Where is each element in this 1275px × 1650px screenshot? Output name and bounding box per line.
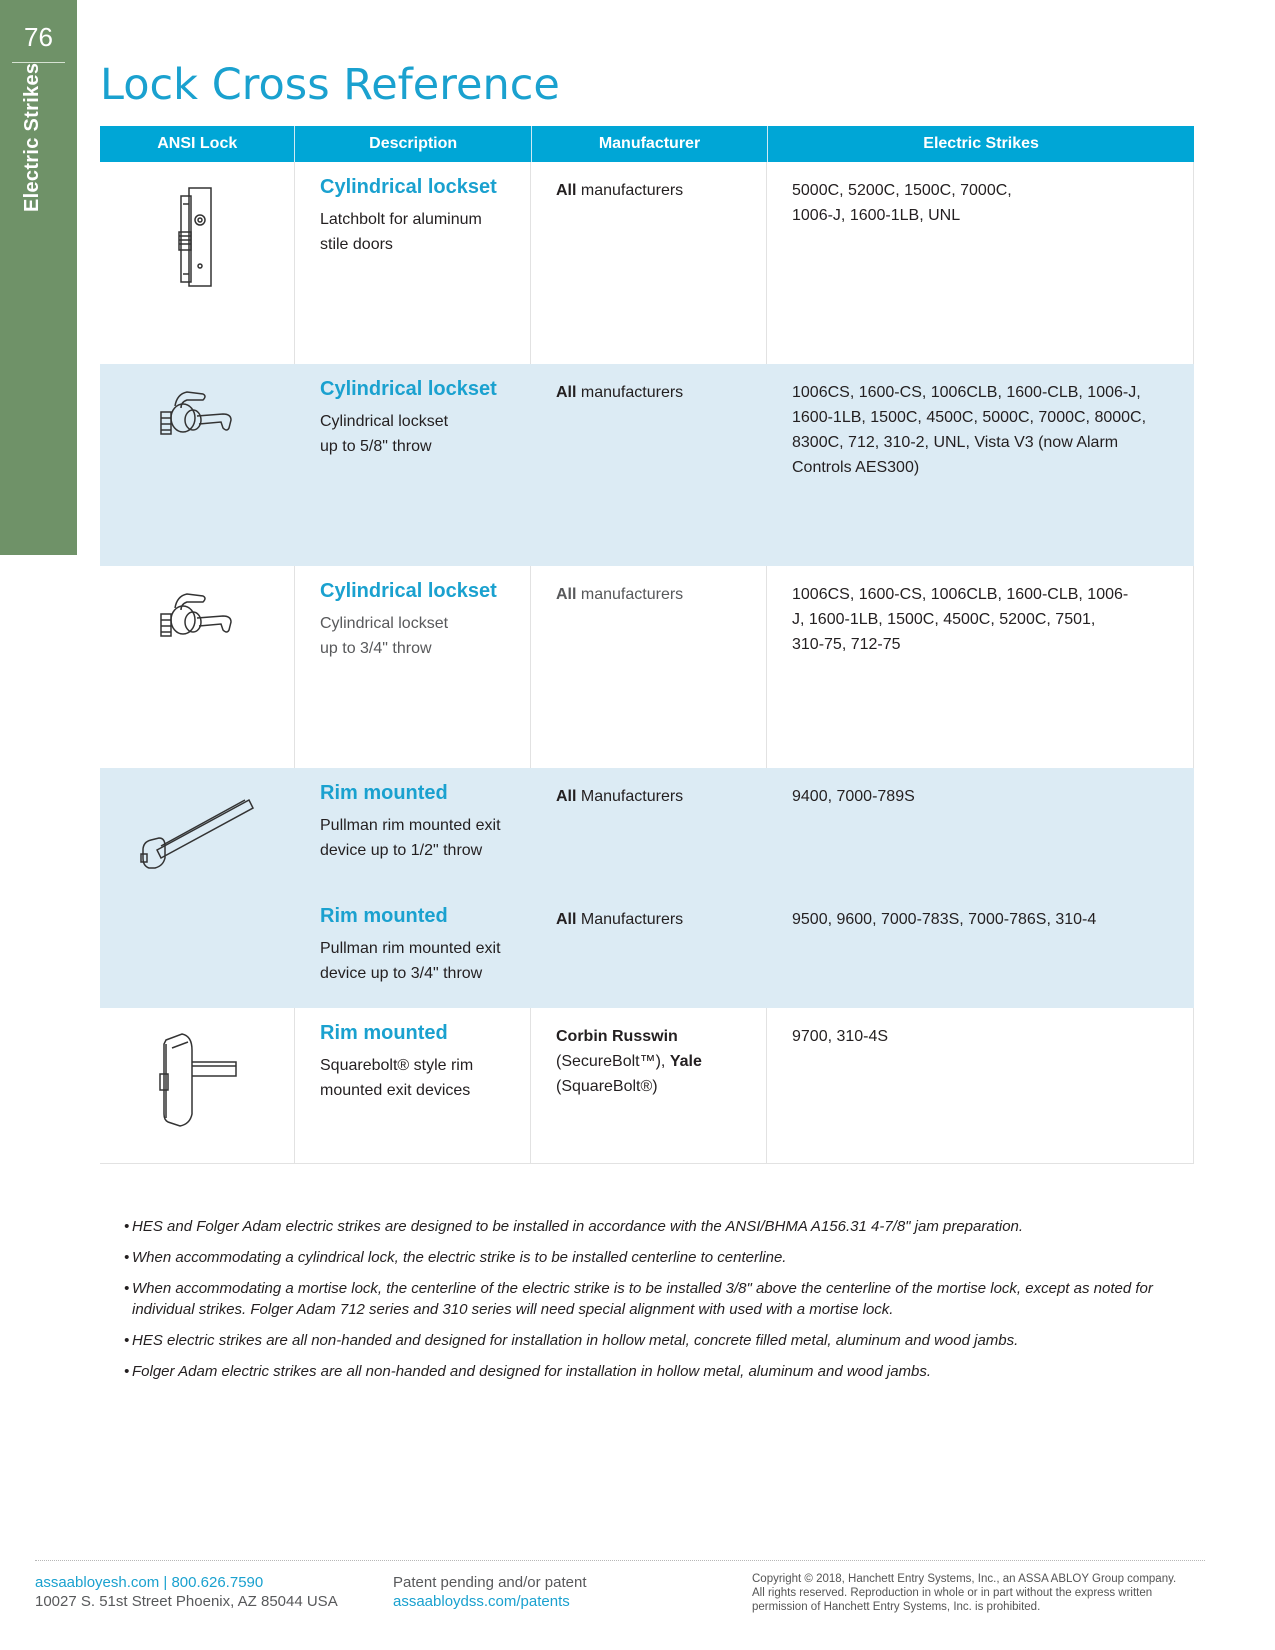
table-row [100,162,1194,364]
manufacturer-bold: All [556,586,577,603]
squarebolt-exit-device-icon [152,1030,242,1130]
table-row [100,768,1194,1008]
sub-row [295,891,1194,1008]
electric-strikes: 1006CS, 1600-CS, 1006CLB, 1600-CLB, 1006- J, 1600-1LB, 1500C, 4500C, 5200C, 7501, 310-75, 712-75 [767,566,1194,768]
header-manufacturer: Manufacturer [532,126,768,162]
section-label: Electric Strikes [21,62,43,212]
patent-text: Patent pending and/or patent [393,1574,587,1591]
note-item: • When accommodating a cylindrical lock, the electric strike is to be installed centerline to centerline. [124,1249,787,1266]
desc-title: Cylindrical lockset [320,580,497,602]
desc-text: Cylindrical lockset up to 5/8" throw [320,413,449,455]
table-header [100,126,1194,162]
desc-text: Squarebolt® style rim mounted exit devices [320,1057,474,1099]
manufacturer-bold: All [556,384,577,401]
manufacturer-text: manufacturers [576,384,684,401]
electric-strikes: 1006CS, 1600-CS, 1006CLB, 1600-CLB, 1006-J, 1600-1LB, 1500C, 4500C, 5000C, 7000C, 8000C, 8300C, 712, 310-2, UNL, Vista V3 (now Alarm Controls AES300) [767,364,1194,566]
desc-title: Rim mounted [320,1022,448,1044]
desc-title: Cylindrical lockset [320,378,497,400]
manufacturer-bold: All [556,788,577,805]
desc-text: Pullman rim mounted exit device up to 3/4" throw [320,940,501,982]
manufacturer-text: Manufacturers [576,911,684,928]
manufacturer-yale: Yale [669,1053,702,1070]
manufacturer-text: Manufacturers [576,788,684,805]
website-phone-link[interactable]: assaabloyesh.com | 800.626.7590 [35,1574,264,1591]
table-row [100,566,1194,768]
rim-exit-device-icon [137,792,257,882]
footer-contact [35,1573,338,1611]
desc-title: Cylindrical lockset [320,176,497,198]
desc-text: Pullman rim mounted exit device up to 1/2" throw [320,817,501,859]
address: 10027 S. 51st Street Phoenix, AZ 85044 USA [35,1593,338,1610]
sub-row [295,768,1194,891]
copyright: Copyright © 2018, Hanchett Entry Systems, Inc., an ASSA ABLOY Group company. All rights reserved. Reproduction in whole or in part without the express written permission of Hanchett Entry Systems, Inc. is prohibited. [752,1573,1177,1613]
manufacturer-bold: All [556,911,577,928]
table-row [100,1008,1194,1164]
header-ansi-lock: ANSI Lock [100,126,295,162]
table-row [100,364,1194,566]
header-description: Description [295,126,531,162]
page-number: 76 [24,22,53,52]
desc-title: Rim mounted [320,782,448,804]
footer-patent [393,1573,587,1611]
page-title: Lock Cross Reference [100,60,560,110]
manufacturer-text: manufacturers [576,182,684,199]
manufacturer-squarebolt: (SquareBolt®) [556,1078,658,1095]
manufacturer-text: manufacturers [576,586,684,603]
electric-strikes: 9400, 7000-789S [767,768,1194,891]
desc-title: Rim mounted [320,905,448,927]
desc-text: Cylindrical lockset up to 3/4" throw [320,615,449,657]
mortise-latchbolt-icon [167,184,227,294]
electric-strikes: 9500, 9600, 7000-783S, 7000-786S, 310-4 [767,891,1194,1008]
note-item: • When accommodating a mortise lock, the centerline of the electric strike is to be installed 3/8" above the centerline of the mortise lock, except as noted for individual strikes. Folger Adam 712 series and 310 series will need special alignment with used with a mortise lock. [124,1280,1153,1318]
lever-lockset-icon [157,388,237,444]
header-electric-strikes: Electric Strikes [923,135,1039,152]
note-item: • Folger Adam electric strikes are all non-handed and designed for installation in hollow metal, aluminum and wood jambs. [124,1363,932,1380]
manufacturer-securebolt: (SecureBolt™), [556,1053,670,1070]
notes-list [124,1216,1174,1392]
footer-divider [35,1560,1205,1561]
manufacturer-corbin-russwin: Corbin Russwin [556,1028,678,1045]
note-item: • HES electric strikes are all non-handed and designed for installation in hollow metal, concrete filled metal, aluminum and wood jambs. [124,1332,1019,1349]
note-item: • HES and Folger Adam electric strikes are designed to be installed in accordance with the ANSI/BHMA A156.31 4-7/8" jam preparation. [124,1218,1024,1235]
manufacturer-bold: All [556,182,577,199]
lever-lockset-icon [157,590,237,646]
electric-strikes: 5000C, 5200C, 1500C, 7000C, 1006-J, 1600-1LB, UNL [767,162,1194,364]
patent-link[interactable]: assaabloydss.com/patents [393,1593,570,1610]
electric-strikes: 9700, 310-4S [767,1008,1194,1163]
cross-reference-table [100,126,1194,1164]
desc-text: Latchbolt for aluminum stile doors [320,211,482,253]
